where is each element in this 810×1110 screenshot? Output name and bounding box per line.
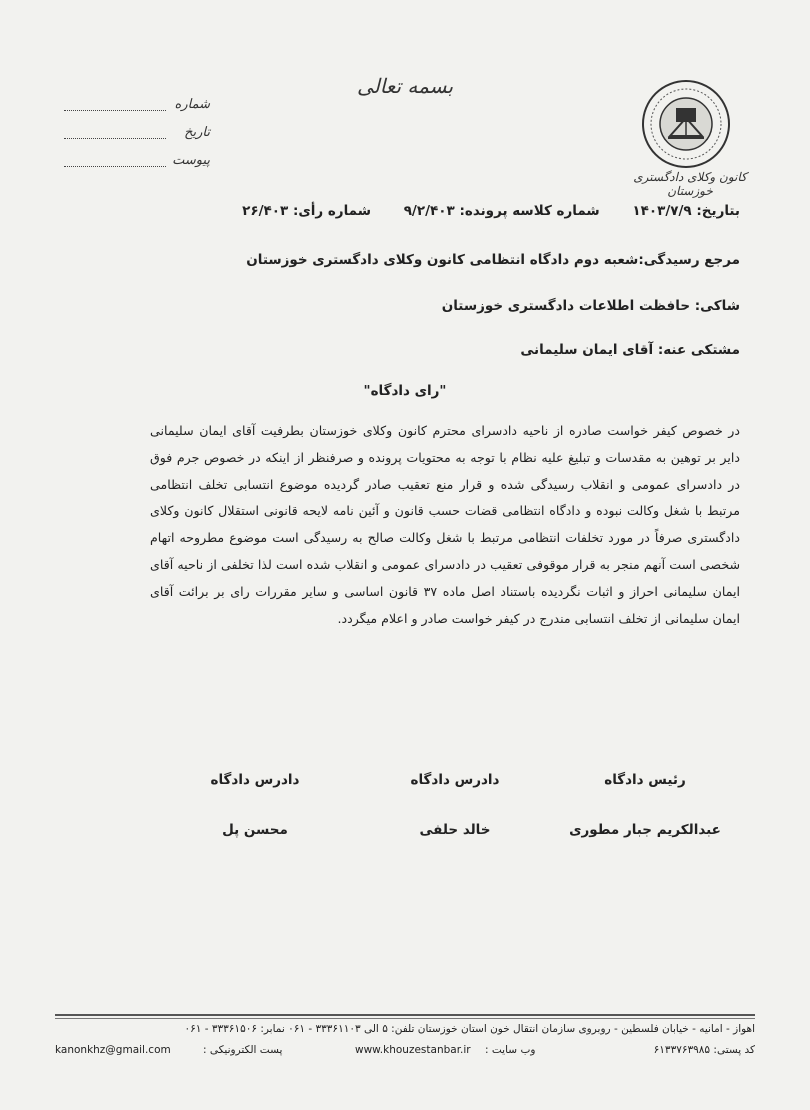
footer-divider (55, 1014, 755, 1016)
signature-name-judge-1: خالد حلفی (419, 822, 491, 838)
bismillah-heading: بسمه تعالی (356, 74, 454, 98)
bar-association-logo-icon (640, 78, 732, 170)
attachment-field (60, 146, 210, 174)
accused-line: مشتکی عنه: آقای ایمان سلیمانی (520, 342, 740, 358)
number-label: شماره (174, 96, 210, 112)
complainant-line: شاکی: حافظت اطلاعات دادگستری خوزستان (441, 298, 740, 314)
verdict-title: "رای دادگاه" (363, 383, 447, 399)
signature-title-chief: رئیس دادگاه (604, 772, 686, 788)
reference-line (150, 203, 740, 219)
signature-name-chief: عبدالکریم جبار مطوری (569, 822, 721, 838)
footer-postal-code: کد پستی: ۶۱۳۳۷۶۳۹۸۵ (653, 1044, 755, 1056)
letter-meta-fields (60, 90, 210, 174)
organization-name: کانون وکلای دادگستری خوزستان (633, 170, 747, 198)
signature-name-judge-2: محسن پل (222, 822, 288, 838)
number-blank-line (64, 98, 166, 111)
date-field (60, 118, 210, 146)
footer-email: kanonkhz@gmail.com (55, 1044, 171, 1056)
case-file-number: شماره کلاسه پرونده: ۹/۲/۴۰۳ (403, 203, 600, 219)
number-field (60, 90, 210, 118)
footer-email-label: پست الکترونیکی : (203, 1044, 283, 1056)
signature-title-judge-2: دادرس دادگاه (210, 772, 300, 788)
attachment-blank-line (64, 154, 166, 167)
ruling-date: بتاریخ: ۱۴۰۳/۷/۹ (632, 203, 740, 219)
date-blank-line (64, 126, 166, 139)
ruling-number: شماره رأی: ۲۶/۴۰۳ (242, 203, 371, 219)
footer-website: www.khouzestanbar.ir (355, 1044, 471, 1056)
attachment-label: پیوست (172, 152, 210, 168)
date-label: تاریخ (184, 124, 210, 140)
footer-address: اهواز - امانیه - خیابان فلسطین - روبروی سازمان انتقال خون استان خوزستان تلفن: ۵ الی ۳۳۳۶۱۱۰۳ - ۰۶۱ نمابر: ۳۳۳۶۱۵۰۶ - ۰۶۱ (184, 1023, 755, 1035)
verdict-body: در خصوص کیفر خواست صادره از ناحیه دادسرای محترم کانون وکلای خوزستان بطرفیت آقای ایمان سلیمانی دایر بر توهین به مقدسات و تبلیغ علیه نظام با توجه به محتویات پرونده و صرفنظر از اینکه در خصوص جرم فوق در دادسرای عمومی و انقلاب رسیدگی شده و قرار منع تعقیب صادر گردیده موضوع انتسابی تخلف انتظامی مرتبط با شغل وکالت نبوده و دادگاه انتظامی قضات حسب قانون و آئین نامه لایحه قانونی استقلال کانون وکلای دادگستری صرفاً در مورد تخلفات انتظامی مرتبط با شغل وکالت صالح به رسیدگی است موضوع مطروحه اتهام شخصی است آنهم منجر به قرار موقوفی تعقیب در دادسرای عمومی و انقلاب شده است لذا تخلفی از ناحیه آقای ایمان سلیمانی احراز و اثبات نگردیده باستناد اصل ماده ۳۷ قانون اساسی و سایر مقررات رای بر برائت آقای ایمان سلیمانی از تخلف انتسابی مندرج در کیفر خواست صادر و اعلام میگردد. (150, 423, 740, 626)
court-line: مرجع رسیدگی:شعبه دوم دادگاه انتظامی کانون وکلای دادگستری خوزستان (246, 252, 740, 268)
footer-website-label: وب سایت : (485, 1044, 536, 1056)
signature-title-judge-1: دادرس دادگاه (410, 772, 500, 788)
footer-divider-thin (55, 1018, 755, 1019)
footer-contact-row (55, 1044, 755, 1060)
